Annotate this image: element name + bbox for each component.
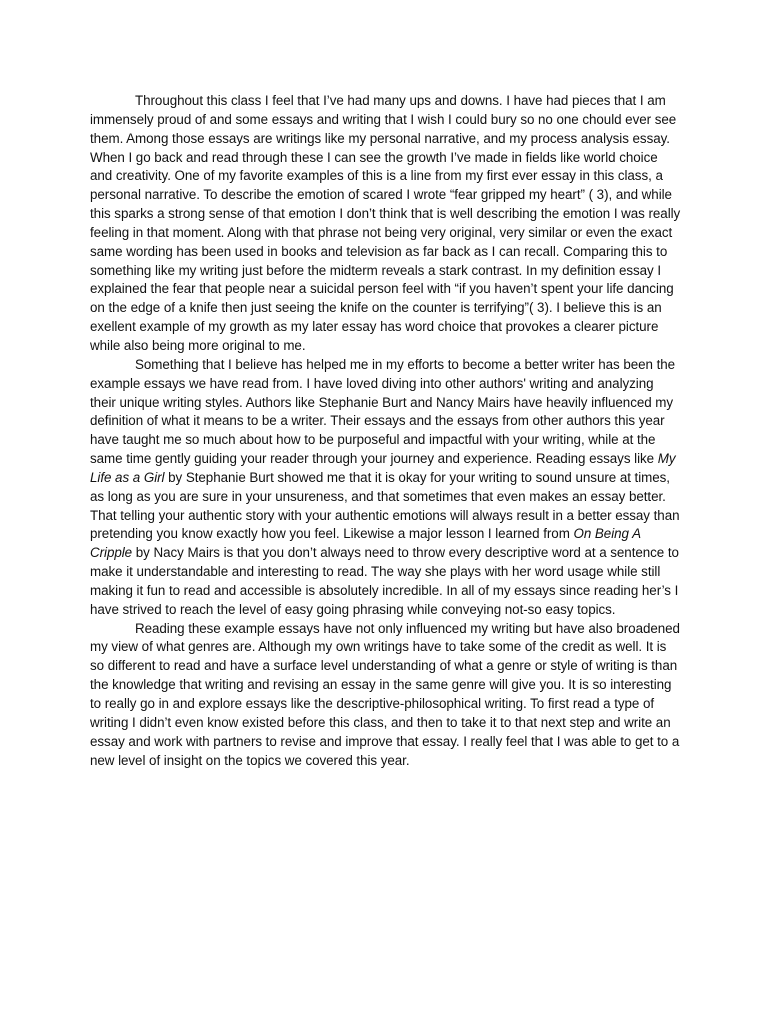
book-title-my-life-as-a-girl: My Life as a Girl xyxy=(90,451,676,485)
book-title-on-being-a-cripple: On Being A Cripple xyxy=(90,526,641,561)
paragraph-text: Reading these example essays have not only influenced my writing but have also broadened my view of what genres are. Although my own writings have to take some of the credit as well. It is so different to read and have a surface level understanding of what a genre or style of writing is than the knowledge that writing and revising an essay in the same genre will give you. It is so interesting to really go in and explore essays like the descriptive-philosophical writing. To first read a type of writing I didn’t even know existed before this class, and then to take it to that next step and write an essay and work with partners to revise and improve that essay. I really feel that I was able to get to a new level of insight on the topics we covered this year. xyxy=(90,620,680,768)
paragraph-text: by Nacy Mairs is that you don’t always need to throw every descriptive word at a sentence to make it understandable and interesting to read. The way she plays with her word usage while still making it fun to read and accessible is absolutely incredible. In all of my essays since reading her’s I have strived to reach the level of easy going phrasing while conveying not-so easy topics. xyxy=(90,545,679,617)
paragraph-text: by Stephanie Burt showed me that it is okay for your writing to sound unsure at times, as long as you are sure in your unsureness, and that sometimes that even makes an essay better. That telling your authentic story with your authentic emotions will always result in a better essay than pretending you know exactly how you feel. Likewise a major lesson I learned from xyxy=(90,469,680,542)
document-page xyxy=(90,92,682,770)
paragraph-text: Something that I believe has helped me in my efforts to become a better writer has been the example essays we have read from. I have loved diving into other authors' writing and analyzing their unique writing styles. Authors like Stephanie Burt and Nancy Mairs have heavily influenced my definition of what it means to be a writer. Their essays and the essays from other authors this year have taught me so much about how to be purposeful and impactful with your writing, while at the same time gently guiding your reader through your journey and experience. Reading essays like xyxy=(90,356,676,467)
paragraph-3 xyxy=(90,620,682,771)
paragraph-text: Throughout this class I feel that I’ve had many ups and downs. I have had pieces that I am immensely proud of and some essays and writing that I wish I could bury so no one chould ever see them. Among those essays are writings like my personal narrative, and my process analysis essay. When I go back and read through these I can see the growth I’ve made in fields like world choice and creativity. One of my favorite examples of this is a line from my first ever essay in this class, a personal narrative. To describe the emotion of scared I wrote “fear gripped my heart” ( 3), and while this sparks a strong sense of that emotion I don’t think that is well describing the emotion I was really feeling in that moment. Along with that phrase not being very original, very similar or even the exact same wording has been used in books and television as far back as I can recall. Comparing this to something like my writing just before the midterm reveals a stark contrast. In my definition essay I explained the fear that people near a suicidal person feel with “if you haven’t spent your life dancing on the edge of a knife then just seeing the knife on the counter is terrifying”( 3). I believe this is an exellent example of my growth as my later essay has word choice that provokes a clearer picture while also being more original to me. xyxy=(90,93,681,353)
paragraph-1 xyxy=(90,92,682,356)
paragraph-2 xyxy=(90,356,682,620)
